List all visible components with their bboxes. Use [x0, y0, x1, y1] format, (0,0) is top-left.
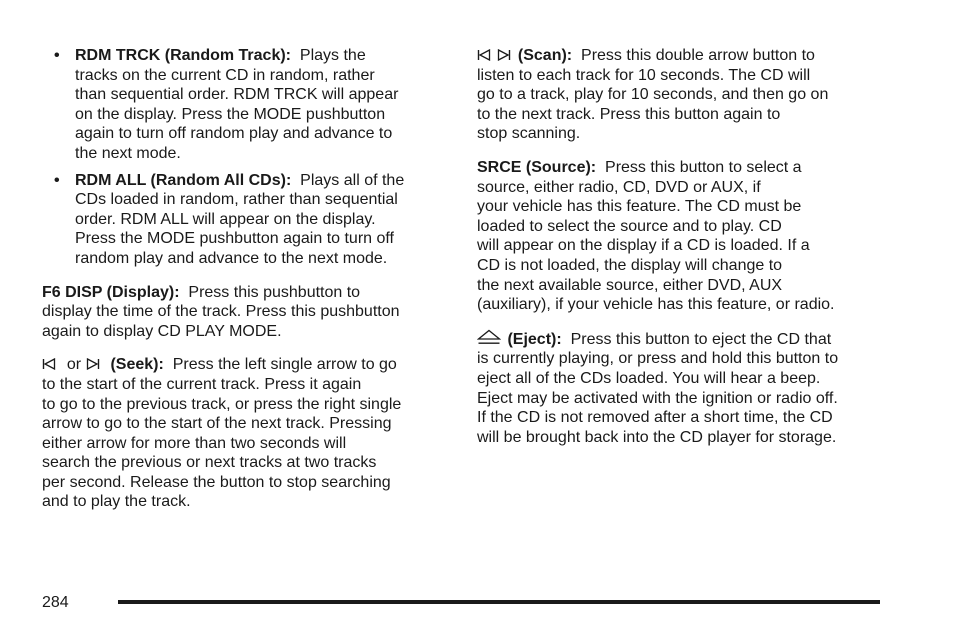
srce-paragraph: SRCE (Source): Press this button to select a source, either radio, CD, DVD or AUX, if your vehicle has this feature. The CD must be loaded to select the source and to play. CD will appear on the display if a CD is loaded. If a CD is not loaded, the display will change to the next available source, either DVD, AUX (auxiliary), if your vehicle has this feature, or radio.	[477, 158, 835, 314]
scan-paragraph: (Scan): Press this double arrow button to listen to each track for 10 seconds. The CD will go to a track, play for 10 seconds, and then go on to the next track. Press this button again to stop scanning.	[477, 47, 829, 143]
footer-rule	[118, 600, 880, 604]
f6-disp-paragraph: F6 DISP (Display): Press this pushbutton to display the time of the track. Press this pushbutton again to display CD PLAY MODE.	[42, 283, 400, 340]
bullet-rdm-trck	[42, 46, 452, 164]
scan-forward-icon	[497, 49, 511, 61]
bullet-rdm-all	[42, 171, 452, 269]
seek-forward-icon	[86, 358, 100, 370]
rdm-all-text: RDM ALL (Random All CDs): Plays all of the CDs loaded in random, rather than sequential order. RDM ALL will appear on the display. Press the MODE pushbutton again to turn off random play and advance to the next mode.	[75, 171, 405, 267]
bullet-dot: •	[54, 171, 60, 189]
eject-icon	[477, 329, 501, 345]
eject-paragraph: (Eject): Press this button to eject the CD that is currently playing, or press and hold this button to eject all of the CDs loaded. You will hear a beep. Eject may be activated with the ignition or radio off. If the CD is not removed after a short time, the CD will be brought back into the CD player for storage.	[477, 330, 839, 446]
bullet-dot: •	[54, 47, 60, 64]
rdm-trck-text: RDM TRCK (Random Track): Plays the tracks on the current CD in random, rather than sequential order. RDM TRCK will appear on the display. Press the MODE pushbutton again to turn off random play and advance to the next mode.	[75, 47, 399, 162]
scan-back-icon	[477, 49, 491, 61]
seek-back-icon	[42, 358, 56, 370]
right-column	[477, 46, 887, 447]
seek-paragraph: or (Seek): Press the left single arrow to go to the start of the current track. Press it again to go to the previous track, or press the right single arrow to go to the start of the next track. Pressing either arrow for more than two seconds will search the previous or next tracks at two tracks per second. Release the button to stop searching and to play the track.	[42, 356, 402, 511]
page-number: 284	[42, 594, 69, 611]
left-column	[42, 46, 452, 512]
